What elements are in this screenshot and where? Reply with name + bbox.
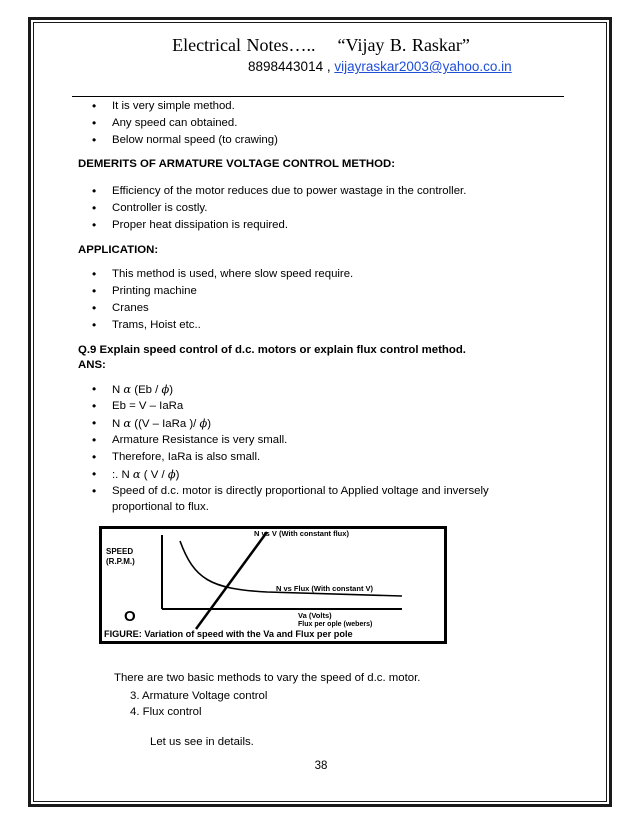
merits-list <box>78 98 564 149</box>
header-contact <box>248 59 512 74</box>
list-item: • N α (Eb / ϕ) <box>78 381 564 398</box>
applications-section <box>78 266 564 334</box>
list-item: • Efficiency of the motor reduces due to power wastage in the controller. <box>78 183 564 200</box>
list-item: • Printing machine <box>78 283 564 300</box>
methods-section <box>130 688 267 720</box>
page-number: 38 <box>314 760 328 772</box>
y-axis-unit: (R.P.M.) <box>106 557 135 566</box>
list-item: 4. Flux control <box>130 706 202 718</box>
answer-label: ANS: <box>78 359 106 371</box>
list-item: • :. N α ( V / ϕ) <box>78 466 564 483</box>
phi-symbol: ϕ <box>199 416 208 430</box>
n-vs-v-line <box>196 532 267 629</box>
header-phone: 8898443014 , <box>248 59 331 74</box>
list-item: • Below normal speed (to crawing) <box>78 132 564 149</box>
list-item: • It is very simple method. <box>78 98 564 115</box>
speed-figure <box>99 526 447 644</box>
applications-list <box>78 266 564 334</box>
list-item: • N α ((V – IaRa )/ ϕ) <box>78 415 564 432</box>
curve-label: N vs Flux (With constant V) <box>276 584 374 593</box>
closing-text: Let us see in details. <box>150 736 254 748</box>
list-item: • Trams, Hoist etc.. <box>78 317 564 334</box>
methods-intro: There are two basic methods to vary the speed of d.c. motor. <box>114 672 421 684</box>
demerits-list <box>78 183 564 234</box>
header-rule <box>72 96 564 97</box>
demerits-heading: DEMERITS OF ARMATURE VOLTAGE CONTROL METHOD: <box>78 158 396 170</box>
list-item: 3. Armature Voltage control <box>130 690 268 702</box>
list-item: • Cranes <box>78 300 564 317</box>
header-title-right: “Vijay B. Raskar” <box>337 35 470 55</box>
merits-section <box>78 98 564 149</box>
y-axis-label: SPEED <box>106 547 134 556</box>
phi-symbol: ϕ <box>161 382 170 396</box>
application-heading: APPLICATION: <box>78 244 159 256</box>
answer-list <box>78 381 564 515</box>
header-email-link[interactable]: vijayraskar2003@yahoo.co.in <box>334 59 512 74</box>
alpha-symbol: α <box>123 416 132 430</box>
list-item: • Speed of d.c. motor is directly proportional to Applied voltage and inversely proportional to flux. <box>78 483 564 515</box>
list-item: • Proper heat dissipation is required. <box>78 217 564 234</box>
phi-symbol: ϕ <box>167 467 176 481</box>
list-item: • Armature Resistance is very small. <box>78 432 564 449</box>
line-label: N vs V (With constant flux) <box>254 529 349 538</box>
x-axis-label: Va (Volts) <box>298 611 332 620</box>
alpha-symbol: α <box>123 382 132 396</box>
header-title-left: Electrical Notes….. <box>172 35 316 55</box>
list-item: • Controller is costly. <box>78 200 564 217</box>
list-item: • Eb = V – IaRa <box>78 398 564 415</box>
origin-label: O <box>124 608 136 625</box>
list-item: • Any speed can obtained. <box>78 115 564 132</box>
list-item: • This method is used, where slow speed require. <box>78 266 564 283</box>
x-axis-label-2: Flux per ople (webers) <box>298 621 373 628</box>
alpha-symbol: α <box>132 467 141 481</box>
list-item: • Therefore, IaRa is also small. <box>78 449 564 466</box>
header-title <box>78 35 564 56</box>
speed-graph <box>102 529 444 641</box>
figure-caption: FIGURE: Variation of speed with the Va and Flux per pole <box>104 629 353 639</box>
answer-section <box>78 381 564 515</box>
methods-list <box>130 688 267 720</box>
demerits-section <box>78 183 564 234</box>
question-heading: Q.9 Explain speed control of d.c. motors or explain flux control method. <box>78 344 466 356</box>
